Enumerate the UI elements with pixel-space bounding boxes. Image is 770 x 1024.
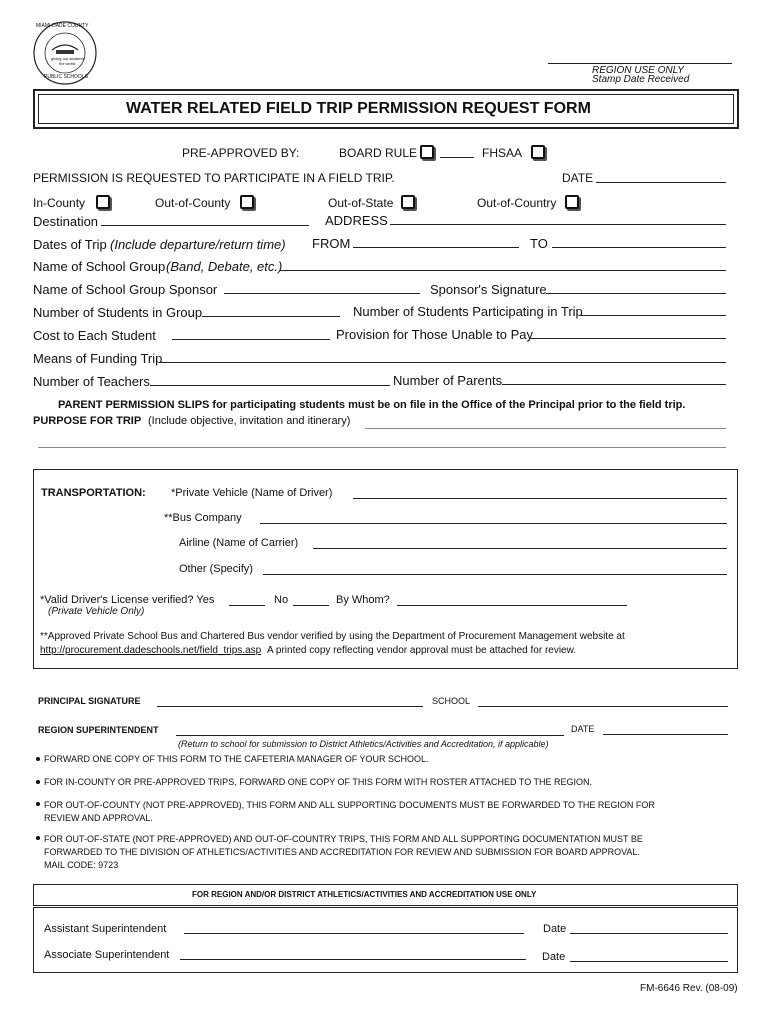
license-yes-field[interactable] <box>229 605 265 606</box>
board-rule-checkbox[interactable] <box>420 145 434 159</box>
approved-bus-note-2: A printed copy reflecting vendor approval must be attached for review. <box>267 645 577 656</box>
license-no-field[interactable] <box>293 605 329 606</box>
bus-company-label: **Bus Company <box>164 512 242 524</box>
associate-superintendent-label: Associate Superintendent <box>44 949 170 961</box>
airline-field[interactable] <box>313 548 727 549</box>
other-transport-label: Other (Specify) <box>179 563 253 575</box>
sponsor-field[interactable] <box>224 293 420 294</box>
district-seal-logo <box>32 20 98 86</box>
region-stamp-line[interactable] <box>548 63 732 64</box>
bus-company-field[interactable] <box>260 523 727 524</box>
logo-text-bottom: PUBLIC SCHOOLS <box>44 74 88 80</box>
instruction-4-line-3: MAIL CODE: 9723 <box>44 860 119 870</box>
fhsaa-checkbox[interactable] <box>531 145 545 159</box>
by-whom-label: By Whom? <box>336 594 390 606</box>
license-verified-label: *Valid Driver's License verified? Yes <box>40 594 215 606</box>
private-vehicle-only-note: (Private Vehicle Only) <box>48 606 145 617</box>
in-county-label: In-County <box>33 196 86 210</box>
district-use-header: FOR REGION AND/OR DISTRICT ATHLETICS/ACTIVITIES AND ACCREDITATION USE ONLY <box>192 890 537 899</box>
procurement-url-link[interactable]: http://procurement.dadeschools.net/field_trips.asp <box>40 645 262 656</box>
purpose-label: PURPOSE FOR TRIP <box>33 415 142 427</box>
school-field[interactable] <box>478 706 728 707</box>
instruction-bullet <box>36 802 40 806</box>
logo-text-inner-2: the world <box>59 61 76 66</box>
parent-permission-notice: PARENT PERMISSION SLIPS for participating students must be on file in the Office of the Principal prior to the field trip. <box>58 399 686 411</box>
sponsor-signature-label: Sponsor's Signature <box>430 282 547 297</box>
license-no-label: No <box>274 594 289 606</box>
assistant-superintendent-label: Assistant Superintendent <box>44 923 167 935</box>
teachers-field[interactable] <box>150 385 390 386</box>
assistant-superintendent-field[interactable] <box>184 933 524 934</box>
teachers-label: Number of Teachers <box>33 374 150 389</box>
region-use-only: REGION USE ONLY <box>592 65 684 76</box>
instruction-4-line-2: FORWARDED TO THE DIVISION OF ATHLETICS/ACTIVITIES AND ACCREDITATION FOR REVIEW AND SUBMISSION FOR BOARD APPROVAL. <box>44 847 640 857</box>
instruction-1: FORWARD ONE COPY OF THIS FORM TO THE CAFETERIA MANAGER OF YOUR SCHOOL. <box>44 754 429 764</box>
purpose-field-2[interactable] <box>38 447 726 448</box>
school-group-note: (Band, Debate, etc.) <box>166 259 283 274</box>
provision-field[interactable] <box>530 338 726 339</box>
purpose-field-1[interactable] <box>365 428 726 429</box>
out-of-country-checkbox[interactable] <box>565 195 579 209</box>
provision-label: Provision for Those Unable to Pay <box>336 327 534 342</box>
assistant-date-field[interactable] <box>570 933 728 934</box>
region-date-field[interactable] <box>603 734 728 735</box>
school-label: SCHOOL <box>432 696 471 706</box>
fhsaa-label: FHSAA <box>482 146 523 160</box>
school-group-field[interactable] <box>280 270 726 271</box>
out-of-state-label: Out-of-State <box>328 196 394 210</box>
out-of-country-label: Out-of-Country <box>477 196 557 210</box>
to-label: TO <box>530 236 548 251</box>
principal-signature-field[interactable] <box>157 706 423 707</box>
students-participating-field[interactable] <box>580 315 726 316</box>
private-vehicle-label: *Private Vehicle (Name of Driver) <box>171 487 333 499</box>
airline-label: Airline (Name of Carrier) <box>179 537 299 549</box>
date-field[interactable] <box>596 182 726 183</box>
address-label: ADDRESS <box>325 213 388 228</box>
out-of-county-checkbox[interactable] <box>240 195 254 209</box>
board-rule-number-field[interactable] <box>440 157 474 158</box>
instruction-bullet <box>36 757 40 761</box>
sponsor-signature-field[interactable] <box>546 293 726 294</box>
pre-approved-by-label: PRE-APPROVED BY: <box>182 146 300 160</box>
logo-text-inner-1: giving our students <box>51 56 85 61</box>
parents-label: Number of Parents <box>393 373 503 388</box>
instruction-bullet <box>36 780 40 784</box>
form-number: FM-6646 Rev. (08-09) <box>640 983 738 994</box>
region-superintendent-field[interactable] <box>176 735 564 736</box>
return-note: (Return to school for submission to District Athletics/Activities and Accreditation, if applicable) <box>178 739 549 749</box>
address-field[interactable] <box>390 224 726 225</box>
associate-date-field[interactable] <box>570 961 728 962</box>
associate-superintendent-field[interactable] <box>180 959 526 960</box>
out-of-state-checkbox[interactable] <box>401 195 415 209</box>
school-group-label: Name of School Group <box>33 259 166 274</box>
destination-label: Destination <box>33 214 99 229</box>
associate-date-label: Date <box>542 951 566 963</box>
stamp-date-received: Stamp Date Received <box>592 74 690 85</box>
assistant-date-label: Date <box>543 923 567 935</box>
dates-of-trip-label: Dates of Trip <box>33 237 107 252</box>
destination-field[interactable] <box>101 225 309 226</box>
instruction-bullet <box>36 836 40 840</box>
date-label: DATE <box>562 171 594 185</box>
permission-statement: PERMISSION IS REQUESTED TO PARTICIPATE IN A FIELD TRIP. <box>33 171 395 185</box>
funding-label: Means of Funding Trip <box>33 351 163 366</box>
out-of-county-label: Out-of-County <box>155 196 231 210</box>
cost-label: Cost to Each Student <box>33 328 156 343</box>
to-field[interactable] <box>552 247 726 248</box>
instruction-3-line-1: FOR OUT-OF-COUNTY (NOT PRE-APPROVED), THIS FORM AND ALL SUPPORTING DOCUMENTS MUST BE FORWARDED TO THE REGION FOR <box>44 800 655 810</box>
dates-of-trip-note: (Include departure/return time) <box>110 237 286 252</box>
parents-field[interactable] <box>502 384 726 385</box>
transportation-label: TRANSPORTATION: <box>41 487 146 499</box>
in-county-checkbox[interactable] <box>96 195 110 209</box>
instruction-4-line-1: FOR OUT-OF-STATE (NOT PRE-APPROVED) AND OUT-OF-COUNTRY TRIPS, THIS FORM AND ALL SUPPORTING DOCUMENTATION MUST BE <box>44 834 643 844</box>
logo-text-top: MIAMI-DADE COUNTY <box>36 23 89 29</box>
district-use-box <box>33 907 738 973</box>
by-whom-field[interactable] <box>397 605 627 606</box>
from-field[interactable] <box>353 247 519 248</box>
sponsor-label: Name of School Group Sponsor <box>33 282 218 297</box>
instruction-2: FOR IN-COUNTY OR PRE-APPROVED TRIPS, FORWARD ONE COPY OF THIS FORM WITH ROSTER ATTACHED TO THE REGION. <box>44 777 593 787</box>
private-vehicle-field[interactable] <box>353 498 727 499</box>
instruction-3-line-2: REVIEW AND APPROVAL. <box>44 813 153 823</box>
principal-signature-label: PRINCIPAL SIGNATURE <box>38 696 141 706</box>
cost-field[interactable] <box>172 339 330 340</box>
from-label: FROM <box>312 236 351 251</box>
students-participating-label: Number of Students Participating in Trip <box>353 304 583 319</box>
purpose-note: (Include objective, invitation and itinerary) <box>148 415 351 427</box>
region-date-label: DATE <box>571 724 595 734</box>
region-superintendent-label: REGION SUPERINTENDENT <box>38 725 159 735</box>
board-rule-label: BOARD RULE <box>339 146 418 160</box>
form-title: WATER RELATED FIELD TRIP PERMISSION REQUEST FORM <box>126 100 591 117</box>
other-transport-field[interactable] <box>263 574 727 575</box>
students-in-group-field[interactable] <box>202 316 340 317</box>
funding-field[interactable] <box>160 362 726 363</box>
approved-bus-note: **Approved Private School Bus and Chartered Bus vendor verified by using the Department of Procurement Management website at <box>40 631 625 642</box>
students-in-group-label: Number of Students in Group <box>33 305 203 320</box>
